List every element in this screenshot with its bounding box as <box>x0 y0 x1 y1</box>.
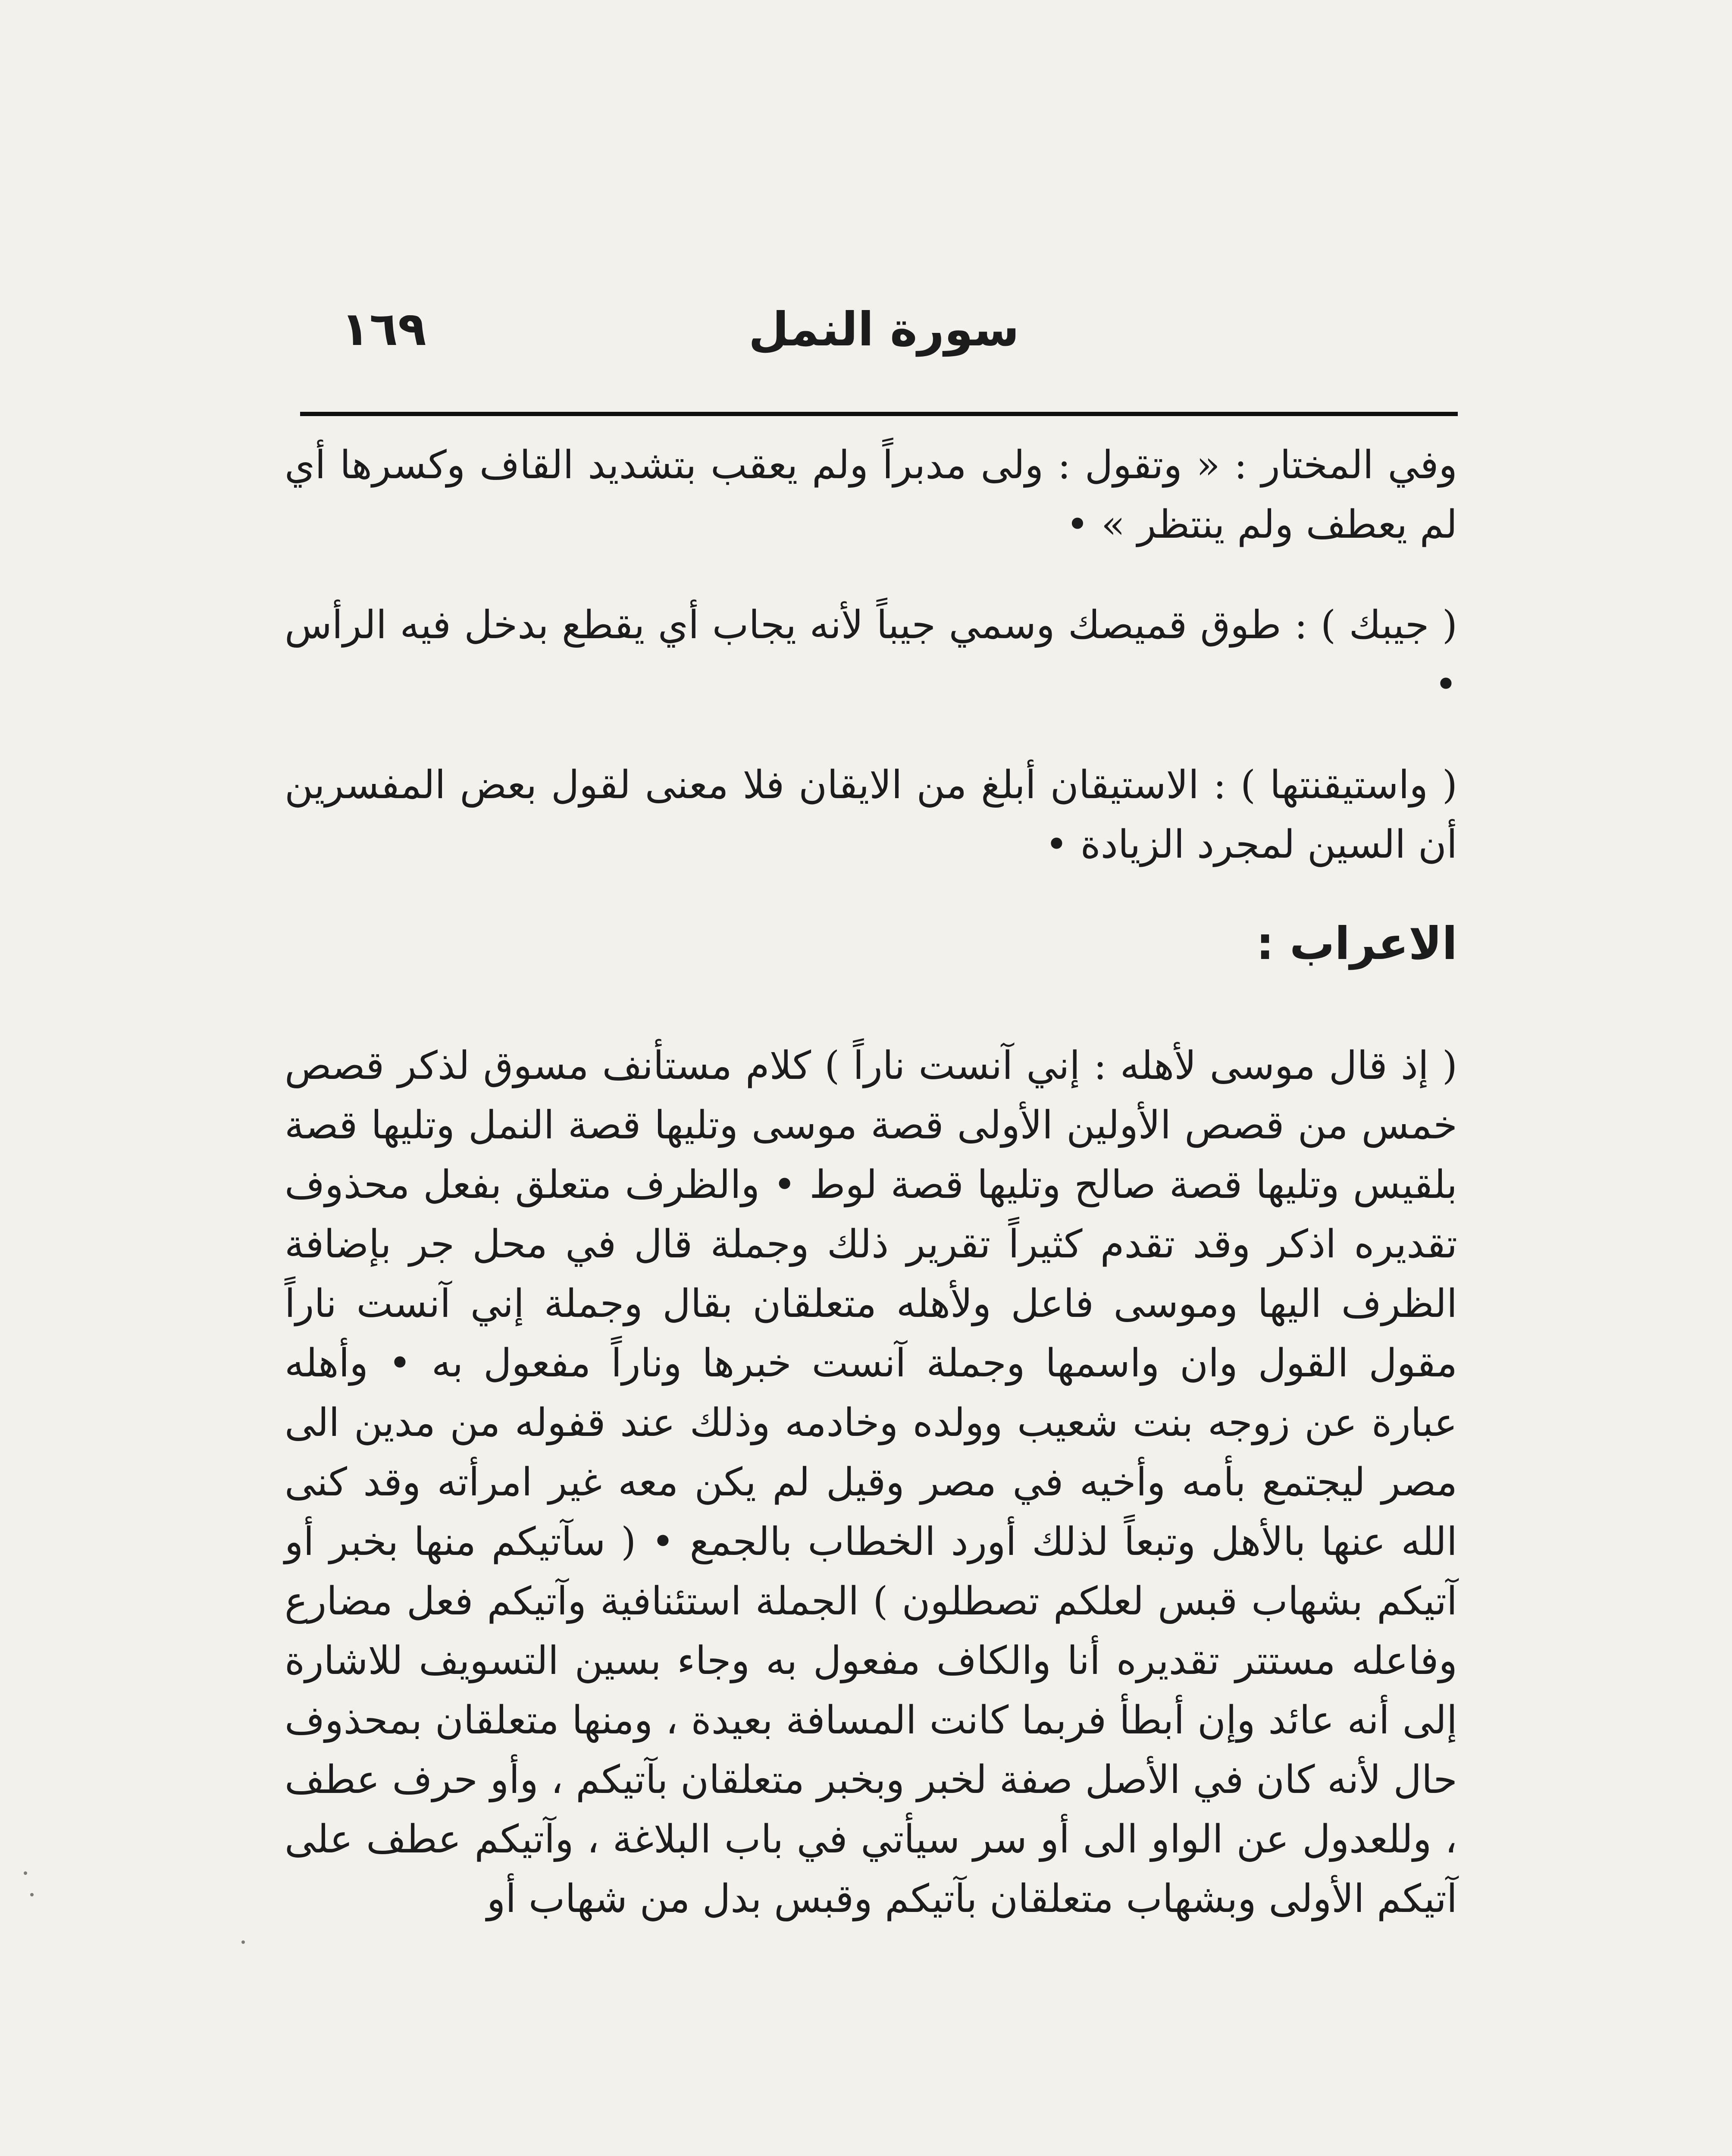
surah-title: سورة النمل <box>749 303 1019 357</box>
page-number: ١٦٩ <box>341 302 426 356</box>
paragraph-istayqanatha: ( واستيقنتها ) : الاستيقان أبلغ من الايقان فلا معنى لقول بعض المفسرين أن السين لمجرد الزيادة • <box>285 762 1457 867</box>
paragraph-mukhtar: وفي المختار : « وتقول : ولى مدبراً ولم يعقب بتشديد القاف وكسرها أي لم يعطف ولم ينتظر » • <box>285 442 1457 547</box>
scan-speck <box>241 1940 245 1944</box>
page-header <box>300 302 1443 367</box>
paragraph-jaybak: ( جيبك ) : طوق قميصك وسمي جيباً لأنه يجاب أي يقطع بدخل فيه الرأس • <box>285 602 1457 707</box>
section-heading-irab: الاعراب : <box>1256 917 1457 970</box>
header-divider <box>300 412 1458 416</box>
paragraph-irab: ( إذ قال موسى لأهله : إني آنست ناراً ) كلام مستأنف مسوق لذكر قصص خمس من قصص الأولين الأولى قصة موسى وتليها قصة النمل وتليها قصة بلقيس وتليها قصة صالح وتليها قصة لوط • والظرف متعلق بفعل محذوف تقديره اذكر وقد تقدم كثيراً تقرير ذلك وجملة قال في محل جر بإضافة الظرف اليها وموسى فاعل ولأهله متعلقان بقال وجملة إني آنست ناراً مقول القول وان واسمها وجملة آنست خبرها وناراً مفعول به • وأهله عبارة عن زوجه بنت شعيب وولده وخادمه وذلك عند قفوله من مدين الى مصر ليجتمع بأمه وأخيه في مصر وقيل لم يكن معه غير امرأته وقد كنى الله عنها بالأهل وتبعاً لذلك أورد الخطاب بالجمع • ( سآتيكم منها بخبر أو آتيكم بشهاب قبس لعلكم تصطلون ) الجملة استئنافية وآتيكم فعل مضارع وفاعله مستتر تقديره أنا والكاف مفعول به وجاء بسين التسويف للاشارة إلى أنه عائد وإن أبطأ فربما كانت المسافة بعيدة ، ومنها متعلقان بمحذوف حال لأنه كان في الأصل صفة لخبر وبخبر متعلقان بآتيكم ، وأو حرف عطف ، وللعدول عن الواو الى أو سر سيأتي في باب البلاغة ، وآتيكم عطف على آتيكم الأولى وبشهاب متعلقان بآتيكم وقبس بدل من شهاب أو <box>285 1043 1457 1921</box>
scan-speck <box>30 1893 34 1896</box>
page-body <box>285 436 1457 1929</box>
scan-speck <box>24 1871 27 1875</box>
